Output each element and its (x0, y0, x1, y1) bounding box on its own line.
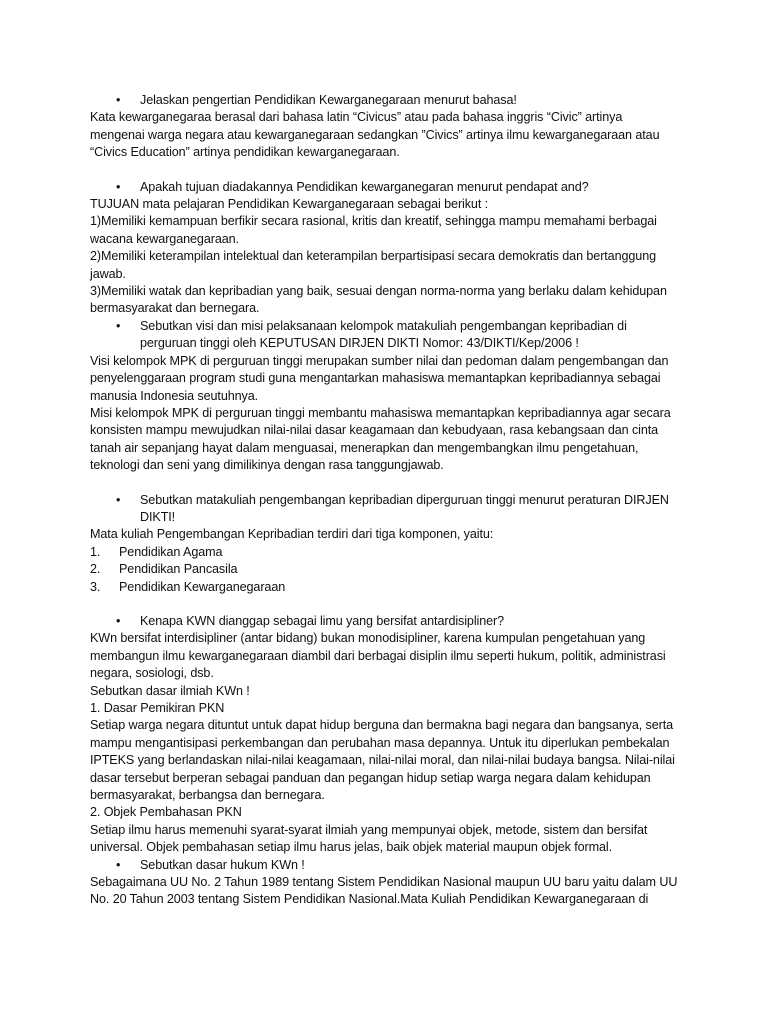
bullet-question: • Kenapa KWN dianggap sebagai limu yang bersifat antardisipliner? (90, 613, 680, 630)
item-text: Pendidikan Agama (119, 544, 223, 559)
bullet-question: • Sebutkan dasar hukum KWn ! (90, 857, 680, 874)
paragraph-gap (90, 162, 680, 179)
paragraph: 2)Memiliki keterampilan intelektual dan keterampilan berpartisipasi secara demokratis dan bertanggung jawab. (90, 249, 657, 281)
item-text: Pendidikan Kewarganegaraan (119, 579, 286, 594)
item-number: 2. (90, 562, 101, 577)
paragraph: 2. Objek Pembahasan PKN (90, 805, 242, 820)
paragraph: Setiap warga negara dituntut untuk dapat hidup berguna dan bermakna bagi negara dan bangsanya, serta mampu mengantisipasi perkembangan dan perubahan masa depannya. Untuk itu diperlukan pembekalan IPTEKS yang berlandaskan nilai-nilai keagamaan, nilai-nilai moral, dan nilai-nilai budaya bangsa. Nilai-nilai dasar tersebut berperan sebagai panduan dan pegangan hidup setiap warga negara dalam kehidupan bermasyarakat, berbangsa dan bernegara. (90, 718, 675, 803)
paragraph: Visi kelompok MPK di perguruan tinggi merupakan sumber nilai dan pedoman dalam pengembangan dan penyelenggaraan program studi guna mengantarkan mahasiswa memantapkan kepribadiannya sebagai manusia Indonesia seutuhnya. (90, 353, 669, 403)
paragraph: Sebagaimana UU No. 2 Tahun 1989 tentang Sistem Pendidikan Nasional maupun UU baru yaitu dalam UU No. 20 Tahun 2003 tentang Sistem Pendidikan Nasional.Mata Kuliah Pendidikan Kewarganegaraan di (90, 875, 678, 907)
item-number: 1. (90, 544, 101, 559)
numbered-item (90, 579, 680, 596)
paragraph: Misi kelompok MPK di perguruan tinggi membantu mahasiswa memantapkan kepribadiannya agar secara konsisten mampu mewujudkan nilai-nilai dasar keagamaan dan kebudyaan, rasa kebangsaan dan cinta tanah air sepanjang hayat dalam menguasai, menerapkan dan mengembangkan ilmu pengetahuan, teknologi dan seni yang dimilikinya dengan rasa tanggungjawab. (90, 405, 671, 473)
paragraph: 1. Dasar Pemikiran PKN (90, 701, 225, 715)
paragraph: 1)Memiliki kemampuan berfikir secara rasional, kritis dan kreatif, sehingga mampu memahami berbagai wacana kewarganegaraan. (90, 214, 657, 246)
bullet-question: • Jelaskan pengertian Pendidikan Kewarganegaraan menurut bahasa! (90, 92, 680, 109)
item-number: 3. (90, 579, 101, 594)
paragraph-gap (90, 475, 680, 492)
paragraph: TUJUAN mata pelajaran Pendidikan Kewarganegaraan sebagai berikut : (90, 197, 489, 212)
paragraph: Sebutkan dasar ilmiah KWn ! (90, 683, 250, 698)
numbered-item (90, 544, 680, 561)
bullet-question: • Sebutkan visi dan misi pelaksanaan kelompok matakuliah pengembangan kepribadian di perguruan tinggi oleh KEPUTUSAN DIRJEN DIKTI Nomor: 43/DIKTI/Kep/2006 ! (90, 318, 680, 353)
item-text: Pendidikan Pancasila (119, 562, 238, 577)
bullet-question: • Apakah tujuan diadakannya Pendidikan kewarganegaran menurut pendapat and? (90, 179, 680, 196)
paragraph: Mata kuliah Pengembangan Kepribadian terdiri dari tiga komponen, yaitu: (90, 527, 494, 542)
paragraph: Kata kewarganegaraa berasal dari bahasa latin “Civicus” atau pada bahasa inggris “Civic” artinya mengenai warga negara atau kewarganegaraan sedangkan ”Civics” artinya ilmu kewarganegaraan atau “Civics Education” artinya pendidikan kewarganegaraan. (90, 110, 660, 160)
paragraph: Setiap ilmu harus memenuhi syarat-syarat ilmiah yang mempunyai objek, metode, sistem dan bersifat universal. Objek pembahasan setiap ilmu harus jelas, baik objek material maupun objek formal. (90, 822, 648, 855)
numbered-item (90, 561, 680, 578)
paragraph: 3)Memiliki watak dan kepribadian yang baik, sesuai dengan norma-norma yang berlaku dalam kehidupan bermasyarakat dan bernegara. (90, 284, 667, 316)
bullet-question: • Sebutkan matakuliah pengembangan kepribadian diperguruan tinggi menurut peraturan DIRJEN DIKTI! (90, 492, 680, 527)
paragraph-gap (90, 596, 680, 613)
paragraph: KWn bersifat interdisipliner (antar bidang) bukan monodisipliner, karena kumpulan pengetahuan yang membangun ilmu kewarganegaraan diambil dari berbagai disiplin ilmu seperti hukum, politik, administrasi negara, sosiologi, dsb. (90, 631, 666, 681)
